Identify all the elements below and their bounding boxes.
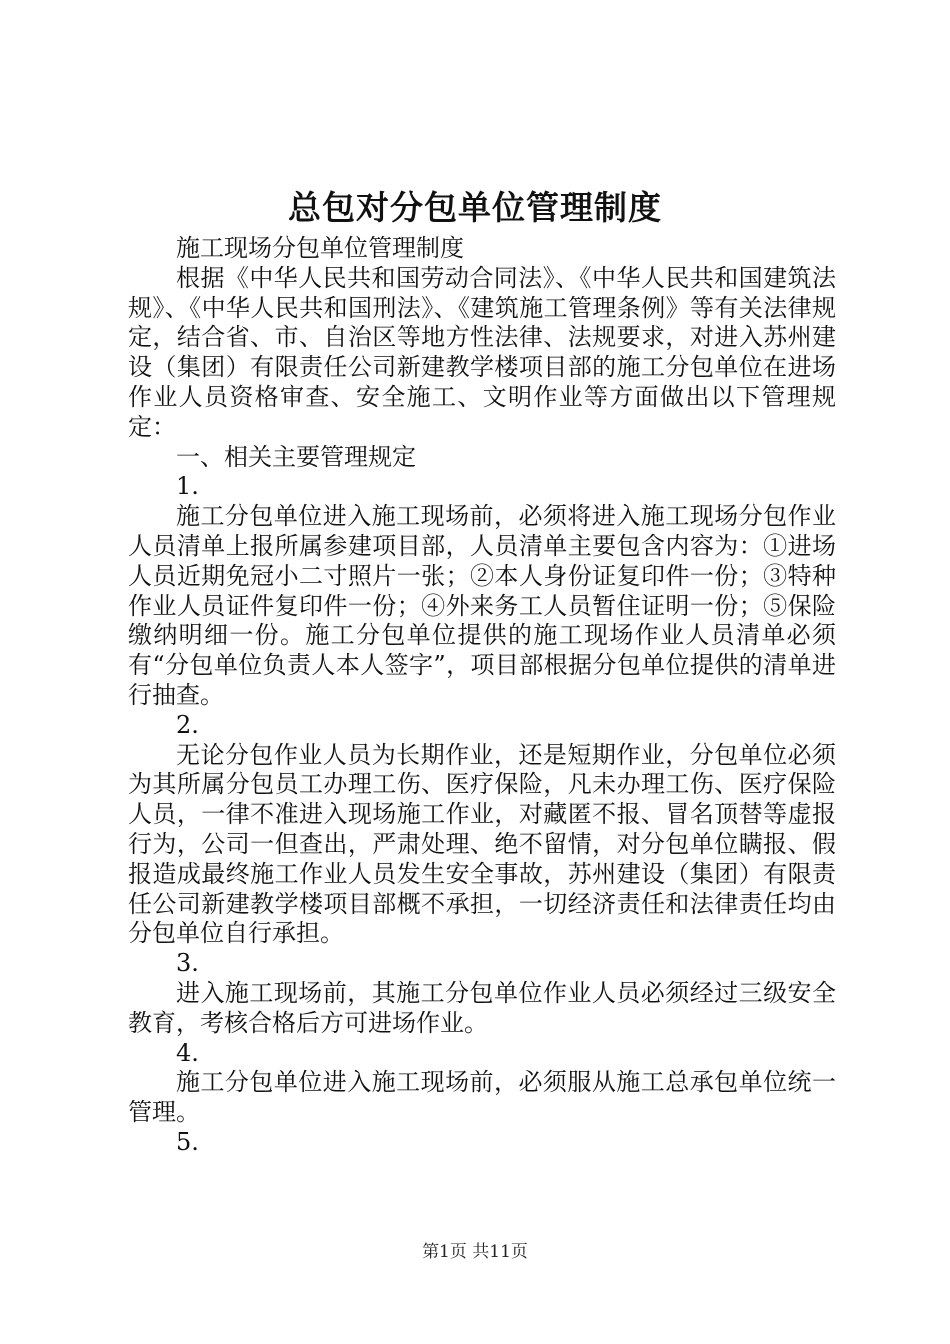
item-number-2: 2. — [176, 710, 199, 739]
item-text-3: 进入施工现场前，其施工分包单位作业人员必须经过三级安全教育，考核合格后方可进场作业。 — [128, 978, 836, 1037]
document-body — [128, 234, 836, 1158]
item-text-4: 施工分包单位进入施工现场前，必须服从施工总承包单位统一管理。 — [128, 1068, 836, 1127]
item-number-5: 5. — [176, 1127, 199, 1156]
item-text-1: 施工分包单位进入施工现场前，必须将进入施工现场分包作业人员清单上报所属参建项目部，人员清单主要包含内容为：①进场人员近期免冠小二寸照片一张；②本人身份证复印件一份；③特种作业人员证件复印件一份；④外来务工人员暂住证明一份；⑤保险缴纳明细一份。施工分包单位提供的施工现场作业人员清单必须有“分包单位负责人本人签字”，项目部根据分包单位提供的清单进行抽查。 — [128, 502, 836, 709]
item-text-2: 无论分包作业人员为长期作业，还是短期作业，分包单位必须为其所属分包员工办理工伤、医疗保险，凡未办理工伤、医疗保险人员，一律不准进入现场施工作业，对藏匿不报、冒名顶替等虚报行为，公司一但查出，严肃处理、绝不留情，对分包单位瞒报、假报造成最终施工作业人员发生安全事故，苏州建设（集团）有限责任公司新建教学楼项目部概不承担，一切经济责任和法律责任均由分包单位自行承担。 — [128, 740, 836, 948]
paragraph-intro: 根据《中华人民共和国劳动合同法》、《中华人民共和国建筑法规》、《中华人民共和国刑法》、《建筑施工管理条例》等有关法律规定，结合省、市、自治区等地方性法律、法规要求，对进入苏州建设（集团）有限责任公司新建教学楼项目部的施工分包单位在进场作业人员资格审查、安全施工、文明作业等方面做出以下管理规定： — [128, 263, 836, 441]
document-title: 总包对分包单位管理制度 — [288, 188, 662, 227]
item-number-3: 3. — [176, 949, 199, 978]
page-footer: 第1页 共11页 — [422, 1242, 528, 1262]
paragraph-subtitle: 施工现场分包单位管理制度 — [176, 234, 464, 262]
item-number-1: 1. — [176, 472, 199, 501]
item-number-4: 4. — [176, 1038, 199, 1067]
section-heading: 一、相关主要管理规定 — [176, 442, 416, 471]
